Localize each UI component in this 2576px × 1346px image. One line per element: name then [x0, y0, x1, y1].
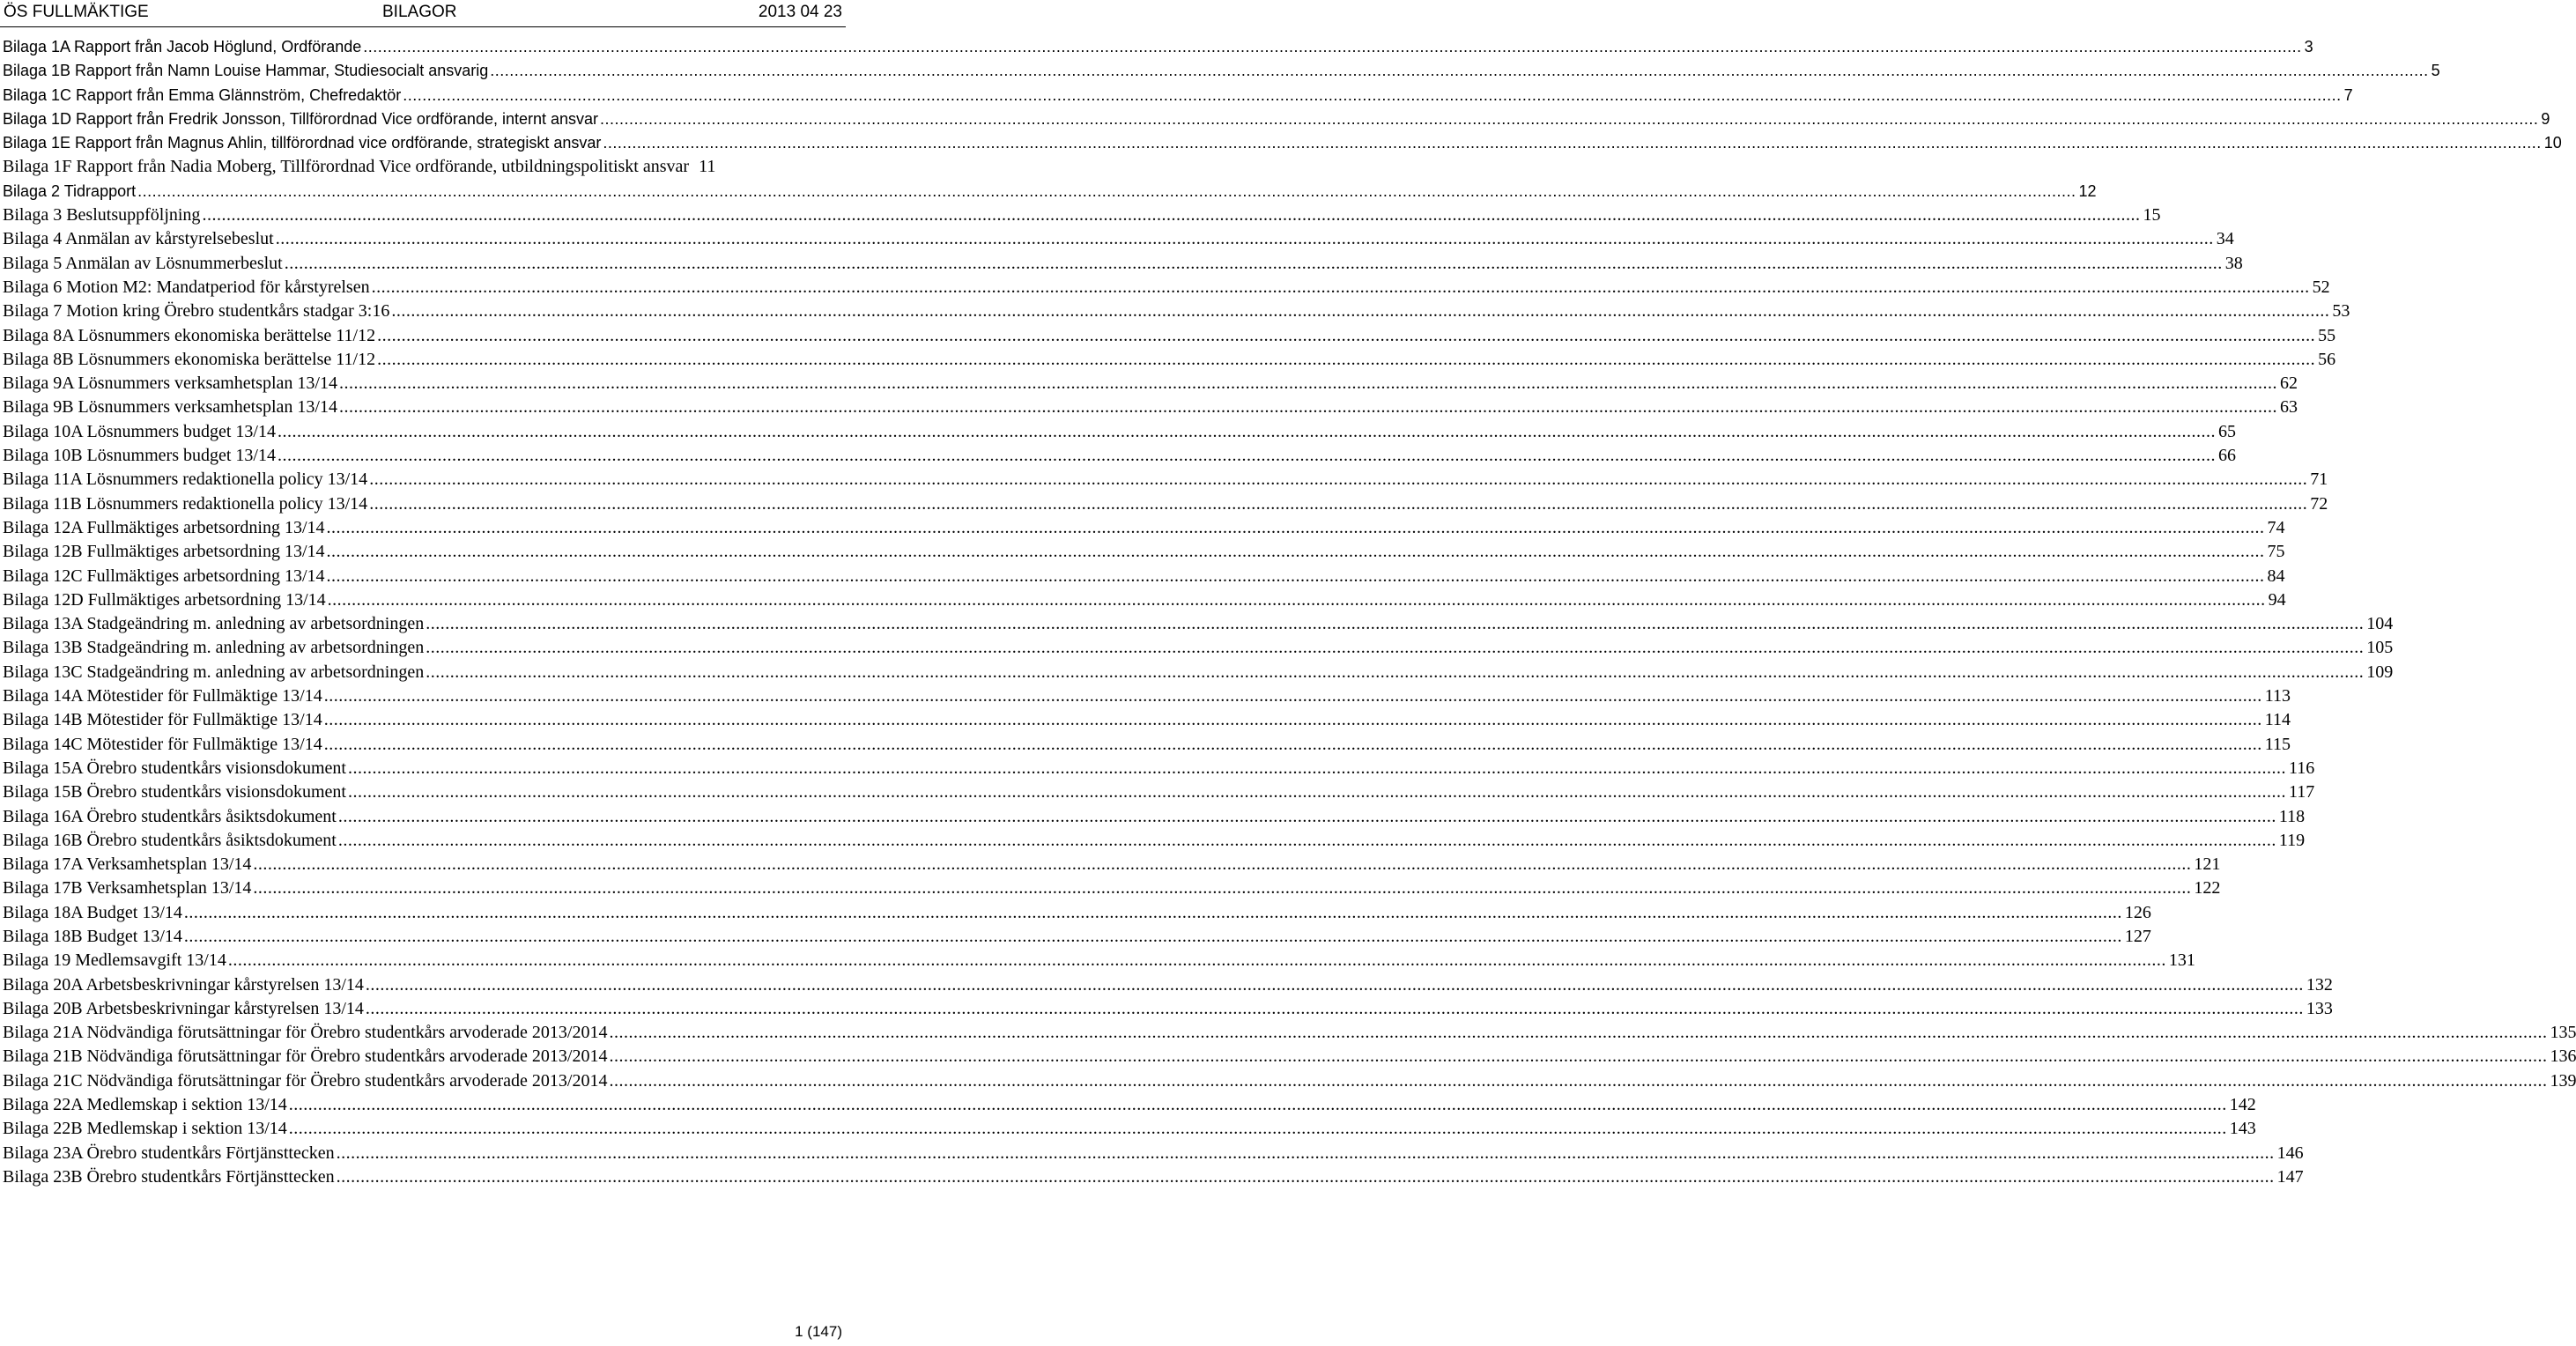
toc-entry-label: Bilaga 12C Fullmäktiges arbetsordning 13/14	[3, 566, 325, 586]
toc-entry[interactable]	[0, 1117, 2256, 1141]
toc-entry[interactable]	[0, 1069, 2576, 1093]
toc-entry-label: Bilaga 9A Lösnummers verksamhetsplan 13/14	[3, 373, 337, 394]
toc-dot-leader: ................................................................................................................................................................................................................................................................................................................................................................................................................	[371, 277, 2310, 297]
toc-entry[interactable]	[0, 565, 2285, 588]
toc-dot-leader: ................................................................................................................................................................................................................................................................................................................................................................................................................	[426, 662, 2365, 682]
toc-dot-leader: ................................................................................................................................................................................................................................................................................................................................................................................................................	[326, 517, 2265, 537]
toc-dot-leader: ................................................................................................................................................................................................................................................................................................................................................................................................................	[426, 614, 2365, 634]
toc-entry-page: 116	[2288, 758, 2315, 778]
toc-entry-page: 109	[2366, 662, 2394, 682]
toc-entry[interactable]	[0, 203, 2161, 227]
toc-entry-page: 117	[2288, 782, 2315, 802]
toc-dot-leader: ................................................................................................................................................................................................................................................................................................................................................................................................................	[347, 758, 2286, 778]
toc-entry[interactable]	[0, 252, 2243, 276]
toc-entry[interactable]	[0, 227, 2234, 251]
toc-entry-label: Bilaga 12D Fullmäktiges arbetsordning 13/14	[3, 589, 326, 610]
toc-entry-page: 38	[2224, 253, 2243, 273]
toc-dot-leader: ................................................................................................................................................................................................................................................................................................................................................................................................................	[609, 1070, 2548, 1091]
toc-entry[interactable]	[0, 997, 2333, 1021]
toc-entry-page: 74	[2267, 517, 2285, 537]
toc-dot-leader: ................................................................................................................................................................................................................................................................................................................................................................................................................	[183, 926, 2122, 946]
toc-entry[interactable]	[0, 516, 2285, 540]
toc-entry-page: 118	[2278, 806, 2306, 826]
header-section: BILAGOR	[382, 3, 457, 21]
toc-dot-leader: ................................................................................................................................................................................................................................................................................................................................................................................................................	[326, 566, 2265, 586]
toc-entry[interactable]	[0, 925, 2151, 949]
toc-entry-label: Bilaga 2 Tidrapport	[3, 181, 137, 200]
toc-entry-page: 63	[2279, 397, 2298, 418]
toc-entry-page: 142	[2229, 1095, 2256, 1115]
toc-dot-leader: ................................................................................................................................................................................................................................................................................................................................................................................................................	[326, 542, 2265, 562]
toc-entry-label: Bilaga 15B Örebro studentkårs visionsdokument	[3, 782, 346, 802]
toc-entry-label: Bilaga 1E Rapport från Magnus Ahlin, tillförordnad vice ordförande, strategiskt ansvar	[3, 134, 602, 152]
toc-entry-page: 143	[2229, 1119, 2256, 1139]
toc-entry[interactable]	[0, 420, 2236, 444]
toc-entry[interactable]	[0, 708, 2291, 732]
toc-entry-page: 119	[2278, 830, 2306, 850]
toc-entry[interactable]	[0, 1165, 2304, 1189]
toc-entry-label: Bilaga 14A Mötestider för Fullmäktige 13/14	[3, 686, 322, 706]
toc-dot-leader: ................................................................................................................................................................................................................................................................................................................................................................................................................	[609, 1023, 2548, 1043]
toc-entry-label: Bilaga 1C Rapport från Emma Glännström, Chefredaktör	[3, 85, 402, 104]
toc-entry-page: 113	[2264, 686, 2291, 706]
toc-entry[interactable]	[0, 35, 2313, 59]
toc-entry-page: 56	[2318, 349, 2336, 369]
toc-entry-label: Bilaga 8B Lösnummers ekonomiska berättelse 11/12	[3, 349, 376, 369]
toc-entry[interactable]	[0, 853, 2221, 876]
toc-dot-leader: ................................................................................................................................................................................................................................................................................................................................................................................................................	[338, 373, 2277, 394]
toc-entry-page: 62	[2279, 373, 2298, 394]
toc-entry-page: 9	[2541, 109, 2550, 128]
toc-entry-label: Bilaga 17A Verksamhetsplan 13/14	[3, 854, 252, 875]
toc-entry-label: Bilaga 5 Anmälan av Lösnummerbeslut	[3, 253, 283, 273]
toc-entry-page: 132	[2306, 974, 2333, 995]
toc-entry-page: 104	[2366, 614, 2394, 634]
toc-dot-leader: ................................................................................................................................................................................................................................................................................................................................................................................................................	[365, 974, 2304, 995]
toc-dot-leader: ................................................................................................................................................................................................................................................................................................................................................................................................................	[365, 998, 2304, 1018]
toc-entry-label: Bilaga 1B Rapport från Namn Louise Hammar, Studiesocialt ansvarig	[3, 62, 489, 80]
toc-entry-page: 131	[2168, 950, 2195, 971]
toc-entry[interactable]	[0, 636, 2394, 660]
toc-entry-page: 55	[2318, 325, 2336, 345]
toc-entry-page: 146	[2276, 1143, 2304, 1163]
toc-entry[interactable]	[0, 276, 2330, 300]
toc-entry-page: 139	[2550, 1070, 2576, 1091]
toc-entry-page: 15	[2143, 205, 2161, 226]
toc-entry[interactable]	[0, 107, 2550, 131]
toc-entry-label: Bilaga 1F Rapport från Nadia Moberg, Tillförordnad Vice ordförande, utbildningspolitiskt ansvar	[3, 157, 690, 177]
page-header	[0, 0, 846, 26]
toc-entry-page: 3	[2304, 38, 2313, 55]
toc-entry-page: 136	[2550, 1046, 2576, 1067]
toc-dot-leader: ................................................................................................................................................................................................................................................................................................................................................................................................................	[337, 830, 2276, 850]
toc-entry[interactable]	[0, 1045, 2576, 1069]
toc-entry-label: Bilaga 21B Nödvändiga förutsättningar för Örebro studentkårs arvoderade 2013/2014	[3, 1046, 608, 1067]
toc-dot-leader: ................................................................................................................................................................................................................................................................................................................................................................................................................	[253, 878, 2192, 899]
toc-dot-leader: ................................................................................................................................................................................................................................................................................................................................................................................................................	[336, 1143, 2275, 1163]
toc-entry-label: Bilaga 6 Motion M2: Mandatperiod för kårstyrelsen	[3, 277, 370, 297]
toc-entry-page: 122	[2194, 878, 2221, 899]
toc-entry-label: Bilaga 12B Fullmäktiges arbetsordning 13/14	[3, 542, 325, 562]
toc-entry-label: Bilaga 23A Örebro studentkårs Förtjänsttecken	[3, 1143, 335, 1163]
toc-entry-label: Bilaga 1A Rapport från Jacob Höglund, Ordförande	[3, 38, 362, 55]
toc-entry-label: Bilaga 16A Örebro studentkårs åsiktsdokument	[3, 806, 337, 826]
toc-entry-page: 114	[2264, 710, 2291, 730]
toc-entry[interactable]	[0, 780, 2315, 804]
toc-dot-leader: ................................................................................................................................................................................................................................................................................................................................................................................................................	[277, 446, 2216, 466]
header-divider	[0, 26, 846, 27]
toc-entry[interactable]	[0, 396, 2298, 419]
toc-entry-page: 71	[2310, 470, 2328, 490]
toc-dot-leader: ................................................................................................................................................................................................................................................................................................................................................................................................................	[284, 253, 2223, 273]
toc-entry-page: 84	[2267, 566, 2285, 586]
toc-entry-page: 94	[2268, 589, 2286, 610]
toc-entry[interactable]	[0, 949, 2195, 973]
toc-entry-label: Bilaga 10B Lösnummers budget 13/14	[3, 446, 276, 466]
toc-entry-page: 66	[2217, 446, 2236, 466]
toc-entry-page: 105	[2366, 638, 2394, 658]
toc-entry[interactable]	[0, 300, 2350, 323]
toc-entry-label: Bilaga 18B Budget 13/14	[3, 926, 182, 946]
toc-dot-leader: ................................................................................................................................................................................................................................................................................................................................................................................................................	[363, 38, 2302, 55]
toc-entry-label: Bilaga 14C Mötestider för Fullmäktige 13/14	[3, 734, 322, 754]
toc-dot-leader: ................................................................................................................................................................................................................................................................................................................................................................................................................	[600, 109, 2539, 128]
toc-dot-leader: ................................................................................................................................................................................................................................................................................................................................................................................................................	[202, 205, 2141, 226]
toc-dot-leader: ................................................................................................................................................................................................................................................................................................................................................................................................................	[336, 1166, 2275, 1187]
header-title: ÖS FULLMÄKTIGE	[4, 3, 149, 21]
toc-entry-label: Bilaga 19 Medlemsavgift 13/14	[3, 950, 226, 971]
toc-entry[interactable]	[0, 492, 2328, 516]
toc-entry-label: Bilaga 4 Anmälan av kårstyrelsebeslut	[3, 229, 274, 249]
toc-entry-label: Bilaga 16B Örebro studentkårs åsiktsdokument	[3, 830, 337, 850]
toc-entry[interactable]	[0, 84, 2353, 107]
toc-entry-page: 133	[2306, 998, 2333, 1018]
toc-entry-page: 127	[2124, 926, 2151, 946]
toc-dot-leader: ................................................................................................................................................................................................................................................................................................................................................................................................................	[338, 397, 2277, 418]
toc-entry[interactable]	[0, 901, 2151, 925]
toc-entry-label: Bilaga 8A Lösnummers ekonomiska berättelse 11/12	[3, 325, 376, 345]
header-date: 2013 04 23	[758, 3, 842, 21]
toc-entry-page: 5	[2431, 62, 2440, 80]
toc-entry-label: Bilaga 11B Lösnummers redaktionella policy 13/14	[3, 493, 368, 514]
toc-entry-label: Bilaga 13B Stadgeändring m. anledning av arbetsordningen	[3, 638, 425, 658]
toc-entry[interactable]	[0, 805, 2306, 829]
toc-entry[interactable]	[0, 876, 2221, 900]
toc-entry-page: 52	[2312, 277, 2330, 297]
toc-entry-page: 126	[2124, 902, 2151, 922]
toc-entry[interactable]	[0, 180, 2097, 203]
toc-entry[interactable]	[0, 468, 2328, 492]
toc-entry-label: Bilaga 10A Lösnummers budget 13/14	[3, 421, 276, 441]
toc-dot-leader: ................................................................................................................................................................................................................................................................................................................................................................................................................	[426, 638, 2365, 658]
toc-entry[interactable]	[0, 829, 2306, 853]
toc-entry-label: Bilaga 20A Arbetsbeskrivningar kårstyrelsen 13/14	[3, 974, 364, 995]
toc-entry[interactable]	[0, 973, 2333, 997]
toc-entry-label: Bilaga 22A Medlemskap i sektion 13/14	[3, 1095, 287, 1115]
toc-dot-leader: ................................................................................................................................................................................................................................................................................................................................................................................................................	[323, 734, 2262, 754]
toc-dot-leader: ................................................................................................................................................................................................................................................................................................................................................................................................................	[323, 686, 2262, 706]
table-of-contents	[0, 35, 2576, 1189]
toc-dot-leader: ................................................................................................................................................................................................................................................................................................................................................................................................................	[347, 782, 2286, 802]
toc-dot-leader: ................................................................................................................................................................................................................................................................................................................................................................................................................	[369, 470, 2308, 490]
toc-dot-leader: ................................................................................................................................................................................................................................................................................................................................................................................................................	[403, 85, 2342, 104]
toc-entry-label: Bilaga 15A Örebro studentkårs visionsdokument	[3, 758, 346, 778]
toc-entry-page: 11	[699, 157, 716, 177]
toc-entry[interactable]	[0, 1021, 2576, 1045]
toc-dot-leader: ................................................................................................................................................................................................................................................................................................................................................................................................................	[288, 1095, 2227, 1115]
toc-dot-leader: ................................................................................................................................................................................................................................................................................................................................................................................................................	[275, 229, 2214, 249]
toc-entry[interactable]	[0, 661, 2394, 684]
toc-entry[interactable]	[0, 1142, 2304, 1165]
toc-entry[interactable]	[0, 348, 2336, 372]
toc-dot-leader: ................................................................................................................................................................................................................................................................................................................................................................................................................	[253, 854, 2192, 875]
toc-dot-leader: ................................................................................................................................................................................................................................................................................................................................................................................................................	[227, 950, 2166, 971]
toc-entry-label: Bilaga 12A Fullmäktiges arbetsordning 13/14	[3, 517, 325, 537]
toc-entry[interactable]	[0, 540, 2285, 564]
toc-entry-label: Bilaga 9B Lösnummers verksamhetsplan 13/14	[3, 397, 337, 418]
toc-dot-leader: ................................................................................................................................................................................................................................................................................................................................................................................................................	[377, 349, 2316, 369]
toc-dot-leader: ................................................................................................................................................................................................................................................................................................................................................................................................................	[369, 493, 2308, 514]
toc-entry-page: 65	[2217, 421, 2236, 441]
toc-entry-page: 75	[2267, 542, 2285, 562]
toc-entry[interactable]	[0, 324, 2336, 348]
toc-entry-label: Bilaga 11A Lösnummers redaktionella policy 13/14	[3, 470, 368, 490]
toc-dot-leader: ................................................................................................................................................................................................................................................................................................................................................................................................................	[183, 902, 2122, 922]
toc-entry-page: 12	[2078, 181, 2097, 200]
toc-entry-label: Bilaga 21C Nödvändiga förutsättningar för Örebro studentkårs arvoderade 2013/2014	[3, 1070, 608, 1091]
toc-dot-leader: ................................................................................................................................................................................................................................................................................................................................................................................................................	[603, 134, 2542, 152]
toc-entry-label: Bilaga 20B Arbetsbeskrivningar kårstyrelsen 13/14	[3, 998, 364, 1018]
toc-entry-label: Bilaga 23B Örebro studentkårs Förtjänsttecken	[3, 1166, 335, 1187]
toc-entry-label: Bilaga 1D Rapport från Fredrik Jonsson, Tillförordnad Vice ordförande, internt ansvar	[3, 109, 599, 128]
toc-entry[interactable]	[0, 372, 2298, 396]
toc-entry-label: Bilaga 21A Nödvändiga förutsättningar för Örebro studentkårs arvoderade 2013/2014	[3, 1023, 608, 1043]
toc-entry[interactable]	[0, 733, 2291, 757]
toc-dot-leader: ................................................................................................................................................................................................................................................................................................................................................................................................................	[337, 806, 2276, 826]
toc-entry-page: 115	[2264, 734, 2291, 754]
toc-entry-label: Bilaga 13C Stadgeändring m. anledning av arbetsordningen	[3, 662, 425, 682]
toc-dot-leader: ................................................................................................................................................................................................................................................................................................................................................................................................................	[377, 325, 2316, 345]
toc-entry[interactable]	[0, 757, 2315, 780]
toc-entry-page: 147	[2276, 1166, 2304, 1187]
toc-entry-label: Bilaga 22B Medlemskap i sektion 13/14	[3, 1119, 287, 1139]
toc-dot-leader: ................................................................................................................................................................................................................................................................................................................................................................................................................	[490, 62, 2429, 80]
toc-dot-leader: ................................................................................................................................................................................................................................................................................................................................................................................................................	[288, 1119, 2227, 1139]
toc-dot-leader: ................................................................................................................................................................................................................................................................................................................................................................................................................	[323, 710, 2262, 730]
toc-entry-page: 34	[2216, 229, 2234, 249]
toc-dot-leader: ................................................................................................................................................................................................................................................................................................................................................................................................................	[609, 1046, 2548, 1067]
toc-entry[interactable]	[0, 684, 2291, 708]
toc-dot-leader: ................................................................................................................................................................................................................................................................................................................................................................................................................	[137, 181, 2076, 200]
toc-entry-page: 7	[2343, 85, 2353, 104]
toc-entry-page: 135	[2550, 1023, 2576, 1043]
toc-entry[interactable]	[0, 131, 2562, 155]
toc-entry[interactable]	[0, 155, 843, 179]
toc-entry-label: Bilaga 17B Verksamhetsplan 13/14	[3, 878, 252, 899]
toc-entry-label: Bilaga 14B Mötestider för Fullmäktige 13/14	[3, 710, 322, 730]
toc-entry-label: Bilaga 13A Stadgeändring m. anledning av arbetsordningen	[3, 614, 425, 634]
toc-entry[interactable]	[0, 1093, 2256, 1117]
toc-entry-page: 72	[2310, 493, 2328, 514]
toc-entry-label: Bilaga 7 Motion kring Örebro studentkårs stadgar 3:16	[3, 301, 390, 322]
toc-entry-label: Bilaga 3 Beslutsuppföljning	[3, 205, 201, 226]
toc-entry-label: Bilaga 18A Budget 13/14	[3, 902, 182, 922]
toc-dot-leader: ................................................................................................................................................................................................................................................................................................................................................................................................................	[277, 421, 2216, 441]
page-number: 1 (147)	[795, 1323, 842, 1340]
toc-dot-leader: ................................................................................................................................................................................................................................................................................................................................................................................................................	[327, 589, 2266, 610]
toc-dot-leader: ................................................................................................................................................................................................................................................................................................................................................................................................................	[391, 301, 2330, 322]
toc-entry[interactable]	[0, 59, 2440, 83]
toc-entry[interactable]	[0, 444, 2236, 468]
toc-entry[interactable]	[0, 588, 2286, 612]
toc-entry-page: 53	[2332, 301, 2350, 322]
toc-entry[interactable]	[0, 612, 2394, 636]
toc-entry-page: 121	[2194, 854, 2221, 875]
toc-entry-page: 10	[2543, 134, 2562, 152]
